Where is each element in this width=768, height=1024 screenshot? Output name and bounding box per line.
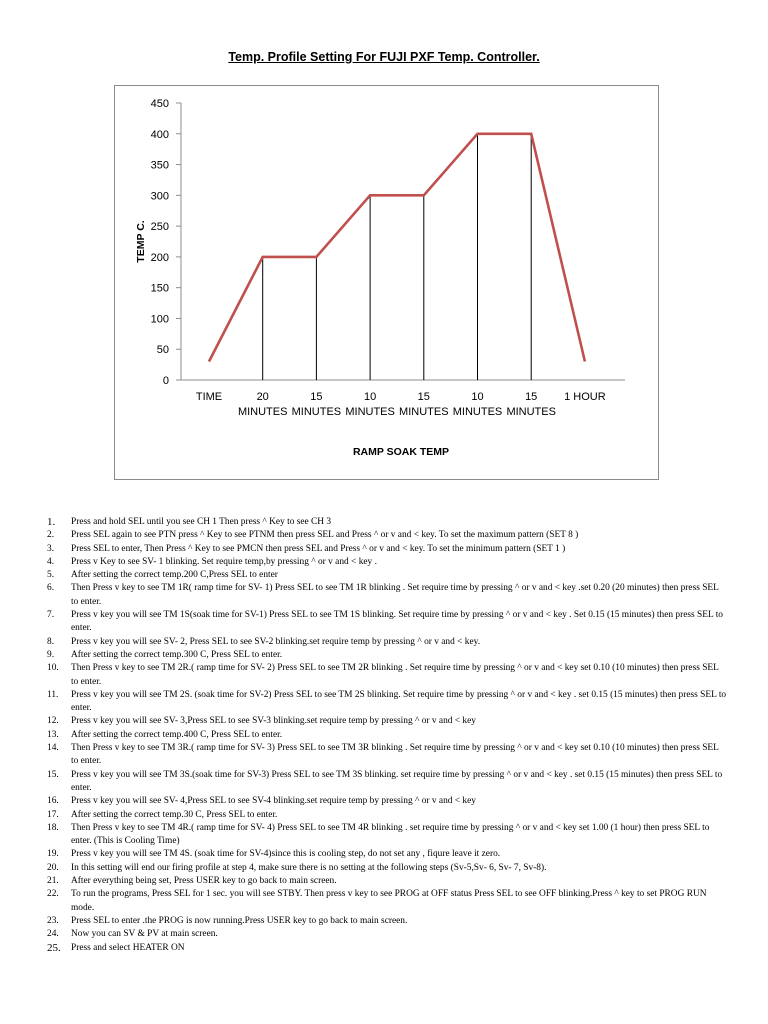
x-tick-label: 15 bbox=[417, 391, 430, 403]
step-number: 22. bbox=[47, 889, 59, 900]
y-tick-label: 150 bbox=[150, 282, 169, 295]
step-text: Press SEL to enter, Then Press ^ Key to see PMCN then press SEL and Press ^ or v and < key. To set the minimum pattern (SET 1 ) bbox=[71, 543, 566, 554]
step-text: After setting the correct temp.400 C, Press SEL to enter. bbox=[71, 729, 283, 740]
instruction-step bbox=[47, 609, 727, 636]
y-tick-label: 0 bbox=[162, 375, 169, 387]
step-text: In this setting will end our firing profile at step 4, make sure there is no setting at the following steps (Sv-5,Sv- 6, Sv- 7, Sv-8). bbox=[71, 862, 547, 873]
step-text: Press SEL to enter .the PROG is now running.Press USER key to go back to main screen. bbox=[71, 915, 408, 926]
y-tick-label: 350 bbox=[150, 159, 169, 172]
instruction-step bbox=[47, 822, 727, 849]
step-text: Press v key you will see TM 3S.(soak time for SV-3) Press SEL to see TM 3S blinking. set require time by pressing ^ or v and < key . set 0.15 (15 minutes) then press SEL to enter. bbox=[71, 769, 723, 793]
step-text: Press v key you will see SV- 3,Press SEL to see SV-3 blinking.set require temp by pressing ^ or v and < key bbox=[71, 716, 476, 727]
instruction-step bbox=[47, 915, 727, 928]
instruction-step bbox=[47, 569, 727, 582]
x-tick-label: 15 bbox=[525, 391, 538, 403]
x-tick-label: 1 HOUR bbox=[564, 391, 606, 403]
step-number: 10. bbox=[47, 663, 59, 674]
instruction-step bbox=[47, 809, 727, 822]
step-text: Press SEL again to see PTN press ^ Key to see PTNM then press SEL and Press ^ or v and < key. To set the maximum pattern (SET 8 ) bbox=[71, 530, 579, 541]
step-number: 17. bbox=[47, 809, 59, 820]
step-text: After setting the correct temp.300 C, Press SEL to enter. bbox=[71, 649, 283, 660]
x-tick-label: MINUTES bbox=[291, 406, 342, 418]
x-tick-label: 20 bbox=[256, 391, 269, 403]
step-number: 21. bbox=[47, 876, 59, 887]
instruction-step bbox=[47, 662, 727, 689]
y-tick-label: 50 bbox=[156, 344, 169, 357]
instruction-step bbox=[47, 582, 727, 609]
instruction-step bbox=[47, 715, 727, 728]
step-number: 2. bbox=[47, 530, 55, 541]
instruction-step bbox=[47, 729, 727, 742]
step-text: Press and hold SEL until you see CH 1 Then press ^ Key to see CH 3 bbox=[71, 517, 332, 527]
step-number: 13. bbox=[47, 729, 59, 740]
instruction-step bbox=[47, 928, 727, 941]
step-text: Press v key you will see SV- 2, Press SEL to see SV-2 blinking.set require temp by pressing ^ or v and < key. bbox=[71, 636, 481, 647]
instruction-step bbox=[47, 848, 727, 861]
y-tick-label: 450 bbox=[150, 98, 169, 110]
step-number: 25. bbox=[47, 941, 61, 954]
step-number: 20. bbox=[47, 862, 59, 873]
x-tick-label: MINUTES bbox=[506, 406, 556, 418]
step-number: 15. bbox=[47, 769, 59, 780]
step-text: Then Press v key to see TM 2R.( ramp time for SV- 2) Press SEL to see TM 2R blinking . Set require time by pressing ^ or v and < key set 0.10 (10 minutes) then press SEL to enter. bbox=[71, 663, 719, 687]
temp-profile-chart-svg bbox=[115, 86, 658, 479]
step-text: Press v key you will see TM 2S. (soak time for SV-2) Press SEL to see TM 2S blinking. Set require time by pressing ^ or v and < key . set 0.15 (15 minutes) then press SEL to enter. bbox=[71, 689, 727, 714]
step-number: 19. bbox=[47, 849, 59, 860]
instruction-step bbox=[47, 942, 727, 955]
step-text: To run the programs, Press SEL for 1 sec. you will see STBY. Then press v key to see PROG at OFF status Press SEL to see OFF blinking.Press ^ key to set PROG RUN mode. bbox=[71, 889, 707, 913]
step-text: Then Press v key to see TM 1R( ramp time for SV- 1) Press SEL to see TM 1R blinking . Set require time by pressing ^ or v and < key .set 0.20 (20 minutes) then press SEL to enter. bbox=[71, 583, 719, 607]
step-number: 9. bbox=[47, 649, 55, 660]
x-tick-label: 15 bbox=[310, 391, 323, 403]
step-number: 5. bbox=[47, 570, 55, 581]
step-text: After setting the correct temp.200 C,Press SEL to enter bbox=[71, 570, 278, 581]
instruction-step bbox=[47, 689, 727, 716]
temperature-profile-line bbox=[209, 134, 585, 362]
step-number: 23. bbox=[47, 915, 59, 926]
x-tick-label: TIME bbox=[195, 391, 223, 403]
instruction-step bbox=[47, 529, 727, 542]
instruction-step bbox=[47, 636, 727, 649]
y-tick-label: 200 bbox=[150, 251, 169, 264]
step-number: 1. bbox=[47, 516, 56, 528]
step-number: 12. bbox=[47, 716, 59, 727]
step-text: Press v key you will see SV- 4,Press SEL to see SV-4 blinking.set require temp by pressing ^ or v and < key bbox=[71, 796, 476, 807]
y-tick-label: 300 bbox=[150, 190, 169, 203]
document-title: Temp. Profile Setting For FUJI PXF Temp. Controller. bbox=[228, 50, 540, 64]
x-tick-label: MINUTES bbox=[452, 406, 503, 418]
instruction-step bbox=[47, 556, 727, 569]
instruction-step bbox=[47, 516, 727, 529]
x-axis-title: RAMP SOAK TEMP bbox=[352, 446, 450, 458]
step-number: 8. bbox=[47, 636, 55, 647]
x-tick-label: MINUTES bbox=[237, 406, 288, 418]
instruction-step bbox=[47, 543, 727, 556]
step-number: 24. bbox=[47, 929, 59, 940]
y-tick-label: 250 bbox=[150, 221, 169, 234]
instruction-step bbox=[47, 875, 727, 888]
step-number: 3. bbox=[47, 543, 55, 554]
step-number: 18. bbox=[47, 822, 59, 833]
step-text: Press v key you will see TM 4S. (soak time for SV-4)since this is cooling step, do not set any , fiqure leave it zero. bbox=[71, 849, 501, 860]
y-tick-label: 400 bbox=[150, 128, 169, 141]
instruction-step bbox=[47, 862, 727, 875]
step-text: After everything being set, Press USER key to go back to main screen. bbox=[71, 876, 337, 887]
step-text: Then Press v key to see TM 3R.( ramp time for SV- 3) Press SEL to see TM 3R blinking . Set require time by pressing ^ or v and < key set 0.10 (10 minutes) then press SEL to enter. bbox=[71, 743, 719, 767]
step-number: 11. bbox=[47, 689, 59, 700]
instruction-step bbox=[47, 649, 727, 662]
x-tick-label: 10 bbox=[471, 391, 484, 403]
temp-profile-chart bbox=[114, 85, 659, 480]
step-number: 7. bbox=[47, 610, 55, 621]
y-tick-label: 100 bbox=[150, 313, 169, 326]
x-tick-label: MINUTES bbox=[399, 406, 449, 418]
step-number: 6. bbox=[47, 583, 55, 594]
instruction-steps-list bbox=[47, 516, 727, 955]
step-number: 16. bbox=[47, 796, 59, 807]
step-text: Press and select HEATER ON bbox=[71, 942, 185, 953]
instruction-step bbox=[47, 795, 727, 808]
instruction-step bbox=[47, 888, 727, 915]
y-axis-title: TEMP C. bbox=[135, 220, 147, 263]
step-text: Press v key you will see TM 1S(soak time for SV-1) Press SEL to see TM 1S blinking. Set require time by pressing ^ or v and < key . Set 0.15 (15 minutes) then press SEL to enter. bbox=[71, 610, 723, 634]
step-number: 4. bbox=[47, 556, 55, 567]
instruction-step bbox=[47, 769, 727, 796]
x-tick-label: 10 bbox=[363, 391, 377, 403]
x-tick-label: MINUTES bbox=[345, 406, 395, 418]
step-text: Then Press v key to see TM 4R.( ramp time for SV- 4) Press SEL to see TM 4R blinking . set require time by pressing ^ or v and < key set 1.00 (1 hour) then press SEL to enter. (This is Cooling Time) bbox=[71, 822, 710, 847]
step-number: 14. bbox=[47, 743, 59, 754]
step-text: Press v Key to see SV- 1 blinking. Set require temp,by pressing ^ or v and < key . bbox=[71, 556, 377, 567]
step-text: After setting the correct temp.30 C, Press SEL to enter. bbox=[71, 809, 278, 820]
instruction-step bbox=[47, 742, 727, 769]
step-text: Now you can SV & PV at main screen. bbox=[71, 929, 218, 940]
